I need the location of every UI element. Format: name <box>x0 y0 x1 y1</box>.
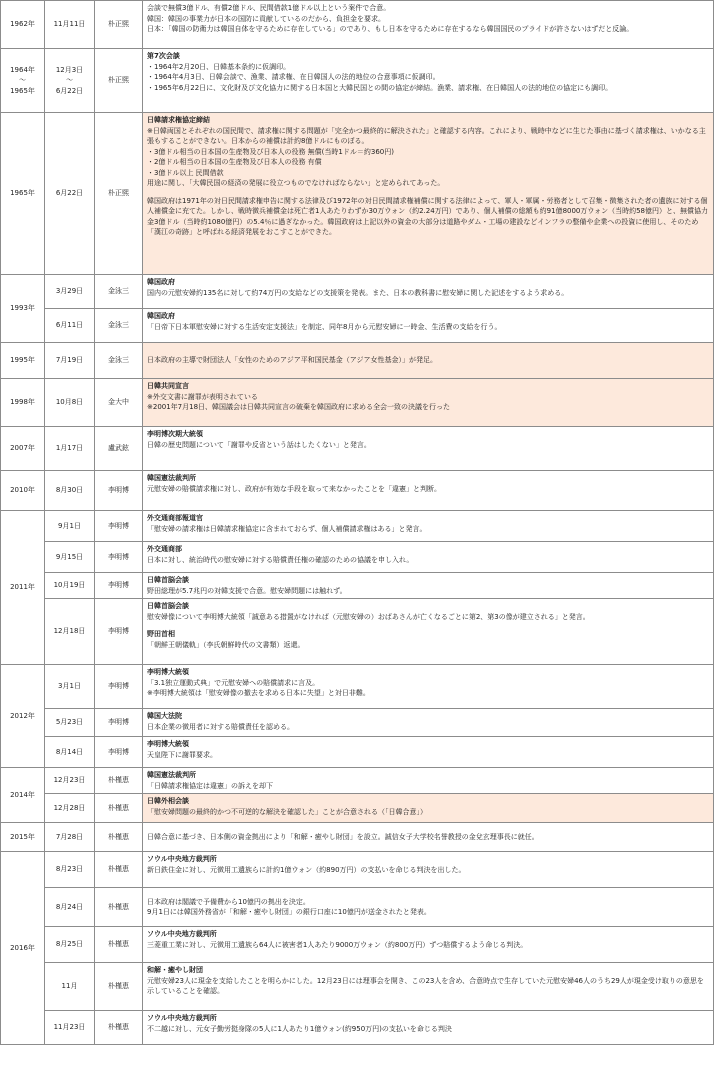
table-row <box>1 49 714 113</box>
date-cell: 11月23日 <box>45 1011 95 1045</box>
table-row <box>1 427 714 471</box>
date-cell: 3月1日 <box>45 665 95 709</box>
table-row <box>1 573 714 599</box>
content-line: ※2001年7月18日、韓国議会は日韓共同宣言の破棄を韓国政府に求める全会一致の決議を行った <box>147 403 451 411</box>
table-row <box>1 737 714 768</box>
date-cell: 8月14日 <box>45 737 95 768</box>
date-cell: 9月15日 <box>45 542 95 573</box>
entry-heading: 李明博大統領 <box>147 740 189 748</box>
year-cell: 1995年 <box>1 343 45 379</box>
date-cell: 9月1日 <box>45 511 95 542</box>
table-row <box>1 963 714 1011</box>
entry-heading: 韓国憲法裁判所 <box>147 771 196 779</box>
year-cell: 1998年 <box>1 379 45 427</box>
content-cell <box>143 343 714 379</box>
content-line: 「朝鮮王朝儀軌」（李氏朝鮮時代の文書類）返還。 <box>147 640 305 649</box>
content-line: ・1964年4月3日、日韓会談で、漁業、請求権、在日韓国人の法的地位の合意事項に仮調印。 <box>147 73 440 81</box>
content-line: 日本に対し、統治時代の慰安婦に対する賠償責任権の確認のための協議を申し入れ。 <box>147 555 414 564</box>
content-cell <box>143 1011 714 1045</box>
entry-heading: 李明博大統領 <box>147 668 189 676</box>
table-row <box>1 888 714 927</box>
year-cell: 1965年 <box>1 113 45 275</box>
president-cell: 朴槿恵 <box>95 927 143 963</box>
table-row <box>1 709 714 737</box>
content-line: 不二越に対し、元女子勤労挺身隊の5人に1人あたり1億ウォン(約950万円)の支払いを命じる判決 <box>147 1024 452 1033</box>
entry-heading: 外交通商部報道官 <box>147 514 203 522</box>
content-line: ※外交文書に謝罪が表明されている <box>147 392 258 401</box>
content-cell <box>143 309 714 343</box>
date-cell: 5月23日 <box>45 709 95 737</box>
date-cell: 10月19日 <box>45 573 95 599</box>
date-cell: 7月28日 <box>45 823 95 852</box>
content-cell <box>143 927 714 963</box>
table-row <box>1 768 714 794</box>
content-line: 慰安婦像について李明博大統領「誠意ある措置がなければ（元慰安婦の）おばあさんが亡くなるごとに第2、第3の像が建立される」と発言。 <box>147 612 590 621</box>
content-line: ※日韓両国とそれぞれの国民間で、請求権に関する問題が「完全かつ最終的に解決された」と確認する内容。これにより、戦時中などに生じた事由に基づく請求権は、いかなる主張もすることができない。日本からの補償は計約8億ドルにものぼる。 <box>147 126 706 145</box>
table-row <box>1 343 714 379</box>
table-row <box>1 471 714 511</box>
content-line: 国内の元慰安婦約135名に対して約74万円の支給などの支援策を発表。また、日本の教科書に慰安婦に関した記述をするよう求める。 <box>147 288 569 297</box>
content-line: 日本政府は閣議で予備費から10億円の拠出を決定。 <box>147 897 310 906</box>
content-line: 日本政府の主導で財団法人「女性のためのアジア平和国民基金（アジア女性基金）」が発足。 <box>147 356 437 365</box>
content-cell <box>143 709 714 737</box>
date-cell: 10月8日 <box>45 379 95 427</box>
content-cell <box>143 823 714 852</box>
entry-heading: ソウル中央地方裁判所 <box>147 930 217 938</box>
content-line: 会談で無償3億ドル、有償2億ドル、民間借款1億ドル以上という案件で合意。 <box>147 4 391 12</box>
content-line: 日韓の歴史問題について「謝罪や反省という話はしたくない」と発言。 <box>147 440 371 449</box>
president-cell: 李明博 <box>95 573 143 599</box>
president-cell: 金泳三 <box>95 275 143 309</box>
table-row <box>1 511 714 542</box>
year-cell: 2012年 <box>1 665 45 768</box>
president-cell: 李明博 <box>95 511 143 542</box>
entry-heading: 韓国政府 <box>147 312 175 320</box>
content-cell <box>143 573 714 599</box>
content-cell <box>143 49 714 113</box>
date-cell: 12月23日 <box>45 768 95 794</box>
table-row <box>1 599 714 665</box>
year-cell: 2010年 <box>1 471 45 511</box>
date-cell: 11月 <box>45 963 95 1011</box>
date-cell: 12月18日 <box>45 599 95 665</box>
year-cell: 2014年 <box>1 768 45 823</box>
content-line: 「慰安婦の請求権は日韓請求権協定に含まれておらず、個人補償請求権はある」と発言。 <box>147 524 427 533</box>
date-cell: 6月11日 <box>45 309 95 343</box>
date-cell: 8月30日 <box>45 471 95 511</box>
date-cell: 12月28日 <box>45 794 95 823</box>
content-line: 天皇陛下に謝罪要求。 <box>147 750 217 759</box>
year-cell: 1993年 <box>1 275 45 343</box>
date-cell: 8月25日 <box>45 927 95 963</box>
content-line: 「日韓請求権協定は違憲」の訴えを却下 <box>147 781 273 790</box>
content-cell <box>143 737 714 768</box>
content-line: 「慰安婦問題の最終的かつ不可逆的な解決を確認した」ことが合意される（「日韓合意」） <box>147 807 427 816</box>
table-row <box>1 309 714 343</box>
year-cell: 2016年 <box>1 852 45 1045</box>
content-line: ・2億ドル相当の日本国の生産物及び日本人の役務 有償 <box>147 158 322 166</box>
president-cell: 李明博 <box>95 737 143 768</box>
president-cell: 朴槿恵 <box>95 888 143 927</box>
content-line: ・1964年2月20日、日韓基本条約に仮調印。 <box>147 62 291 71</box>
entry-heading: ソウル中央地方裁判所 <box>147 1014 217 1022</box>
president-cell: 金泳三 <box>95 309 143 343</box>
table-row <box>1 794 714 823</box>
content-line: ・3億ドル以上 民間借款 <box>147 168 224 177</box>
date-cell: 7月19日 <box>45 343 95 379</box>
year-cell: 1964年 ～ 1965年 <box>1 49 45 113</box>
table-row <box>1 852 714 888</box>
content-cell <box>143 471 714 511</box>
president-cell: 李明博 <box>95 471 143 511</box>
content-line: 元慰安婦の賠償請求権に対し、政府が有効な手段を取って来なかったことを「違憲」と判断。 <box>147 484 441 493</box>
table-row <box>1 1011 714 1045</box>
entry-heading: 和解・癒やし財団 <box>147 966 203 974</box>
content-cell <box>143 275 714 309</box>
president-cell: 朴正煕 <box>95 113 143 275</box>
content-cell <box>143 794 714 823</box>
content-line: 9月1日には韓国外務省が「和解・癒やし財団」の銀行口座に10億円が送金されたと発表。 <box>147 908 431 916</box>
content-cell <box>143 511 714 542</box>
president-cell: 朴槿恵 <box>95 768 143 794</box>
president-cell: 朴槿恵 <box>95 794 143 823</box>
content-cell <box>143 665 714 709</box>
president-cell: 朴正煕 <box>95 49 143 113</box>
entry-heading: 李明博次期大統領 <box>147 430 203 438</box>
content-line: 日本企業の徴用者に対する賠償責任を認める。 <box>147 722 294 731</box>
content-cell <box>143 427 714 471</box>
entry-heading: 韓国大法院 <box>147 712 182 720</box>
content-cell <box>143 852 714 888</box>
content-line: 野田総理が5.7兆円の対韓支援で合意。慰安婦問題には触れず。 <box>147 586 347 595</box>
table-row <box>1 275 714 309</box>
table-row <box>1 823 714 852</box>
president-cell: 朴槿恵 <box>95 852 143 888</box>
content-cell <box>143 599 714 665</box>
president-cell: 盧武鉉 <box>95 427 143 471</box>
president-cell: 李明博 <box>95 542 143 573</box>
date-cell: 8月23日 <box>45 852 95 888</box>
content-line: ・1965年6月22日に、文化財及び文化協力に関する日本国と大韓民国との間の協定が締結。漁業、請求権、在日韓国人の法的地位の協定にも調印。 <box>147 83 613 92</box>
table-row <box>1 113 714 275</box>
president-cell: 金大中 <box>95 379 143 427</box>
president-cell: 李明博 <box>95 599 143 665</box>
date-cell: 11月11日 <box>45 1 95 49</box>
entry-heading: 第7次会談 <box>147 52 180 60</box>
entry-heading: 日韓共同宣言 <box>147 382 189 390</box>
president-cell: 朴槿恵 <box>95 963 143 1011</box>
date-cell: 6月22日 <box>45 113 95 275</box>
year-cell: 1962年 <box>1 1 45 49</box>
entry-heading: 日韓外相会談 <box>147 797 189 805</box>
president-cell: 朴槿恵 <box>95 1011 143 1045</box>
year-cell: 2007年 <box>1 427 45 471</box>
year-cell: 2011年 <box>1 511 45 665</box>
table-row <box>1 379 714 427</box>
content-line: 日本：「韓国の防衛力は韓国自体を守るために存在している」のであり、もし日本を守るために存在するなら韓国国民のプライドが許さないはずだと反論。 <box>147 25 634 33</box>
content-line: 韓国：韓国の事業力が日本の国防に貢献しているのだから、負担金を要求。 <box>147 14 385 23</box>
content-cell <box>143 542 714 573</box>
content-line: 日韓合意に基づき、日本側の資金拠出により「和解・癒やし財団」を設立。誠信女子大学校名誉教授の金兌玄理事長に就任。 <box>147 832 539 841</box>
table-row <box>1 927 714 963</box>
content-paragraph: 韓国政府は1971年の対日民間請求権申告に関する法律及び1972年の対日民間請求権補償に関する法律によって、軍人・軍属・労務者として召集・徴集された者の遺族に対する個人補償金に充てた。しかし、戦時徴兵補償金は死亡者1人あたりわずか30万ウォン（約2.24万円）であり、個人補償の総額も約91億8000万ウォン（当時約58億円）と、無償協力金3億ドル（当時約1080億円）の5.4％に過ぎなかった。韓国政府は上記以外の資金の大部分は道路やダム・工場の建設などインフラの整備や企業への投資に使用し、そのため「漢江の奇跡」と呼ばれる経済発展をおこすことができた。 <box>147 196 709 236</box>
table-row <box>1 542 714 573</box>
president-cell: 李明博 <box>95 665 143 709</box>
entry-heading: 日韓請求権協定締結 <box>147 116 210 124</box>
date-cell: 1月17日 <box>45 427 95 471</box>
content-line: 三菱重工業に対し、元徴用工遺族ら64人に被害者1人あたり9000万ウォン（約800万円）ずつ賠償するよう命じる判決。 <box>147 940 528 949</box>
content-line: ※李明博大統領は「慰安婦像の撤去を求める日本に失望」と対日非難。 <box>147 689 370 697</box>
date-cell: 3月29日 <box>45 275 95 309</box>
content-cell <box>143 963 714 1011</box>
president-cell: 金泳三 <box>95 343 143 379</box>
date-cell: 12月3日 ～ 6月22日 <box>45 49 95 113</box>
content-cell <box>143 888 714 927</box>
content-cell <box>143 113 714 275</box>
entry-heading: ソウル中央地方裁判所 <box>147 855 217 863</box>
president-cell: 李明博 <box>95 709 143 737</box>
content-line: 元慰安婦23人に現金を支給したことを明らかにした。12月23日には理事会を開き、この23人を含め、合意時点で生存していた元慰安婦46人のうち29人が現金受け取りの意思を示していることを確認。 <box>147 976 704 995</box>
content-line: 用途に関し、「大韓民国の経済の発展に役立つものでなければならない」と定められてあった。 <box>147 179 445 187</box>
date-cell: 8月24日 <box>45 888 95 927</box>
content-cell <box>143 1 714 49</box>
entry-heading: 韓国憲法裁判所 <box>147 474 196 482</box>
content-line: 「日帝下日本軍慰安婦に対する生活安定支援法」を制定、同年8月から元慰安婦に一時金、生活費の支給を行う。 <box>147 322 502 331</box>
content-cell <box>143 768 714 794</box>
president-cell: 朴槿恵 <box>95 823 143 852</box>
content-line: 新日鉄住金に対し、元徴用工遺族らに計約1億ウォン（約890万円）の支払いを命じる判決を出した。 <box>147 865 466 874</box>
content-line: 「3.1独立運動式典」で元慰安婦への賠償請求に言及。 <box>147 678 320 687</box>
entry-heading: 野田首相 <box>147 630 175 638</box>
table-row <box>1 1 714 49</box>
entry-heading: 韓国政府 <box>147 278 175 286</box>
content-cell <box>143 379 714 427</box>
entry-heading: 外交通商部 <box>147 545 182 553</box>
entry-heading: 日韓首脳会談 <box>147 576 189 584</box>
year-cell: 2015年 <box>1 823 45 852</box>
table-row <box>1 665 714 709</box>
president-cell: 朴正煕 <box>95 1 143 49</box>
content-line: ・3億ドル相当の日本国の生産物及び日本人の役務 無償(当時1ドル＝約360円) <box>147 147 394 156</box>
entry-heading: 日韓首脳会談 <box>147 602 189 610</box>
